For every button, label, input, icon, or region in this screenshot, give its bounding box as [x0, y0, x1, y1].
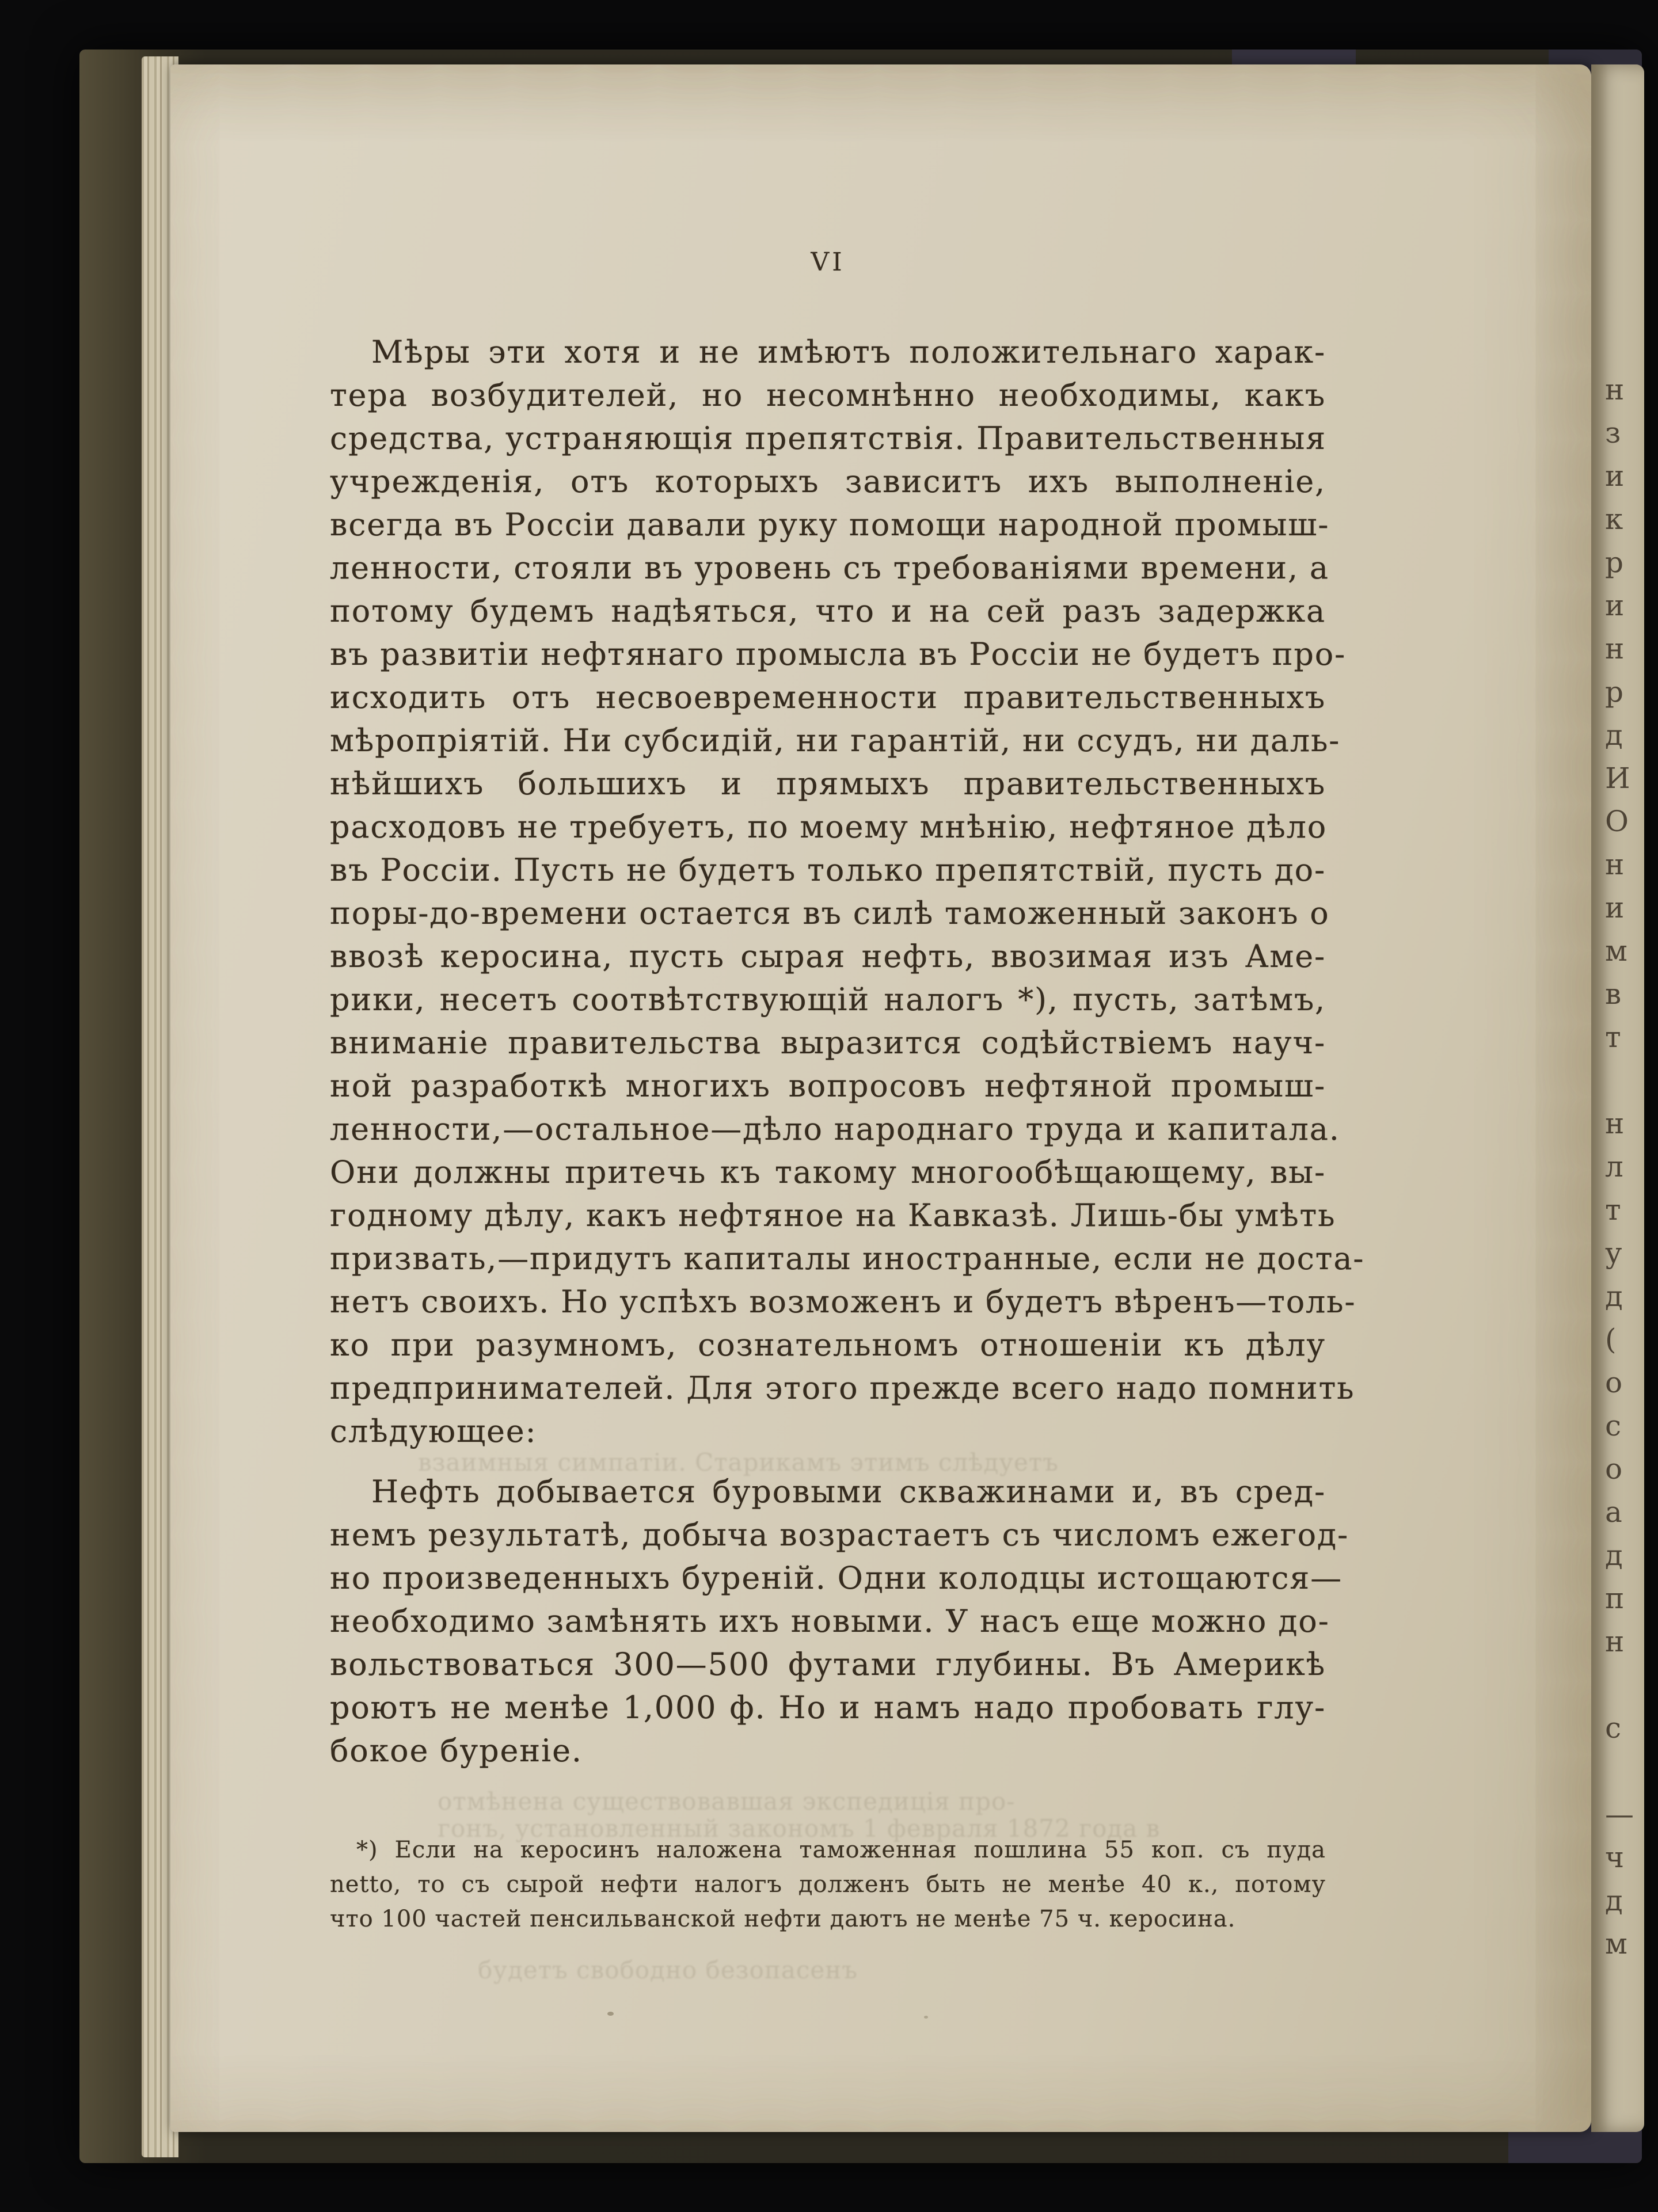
cutoff-letter: в: [1605, 977, 1622, 1011]
cutoff-letter: и: [1605, 589, 1625, 622]
text-line: нетъ своихъ. Но успѣхъ возможенъ и будетъ вѣренъ—толь-: [330, 1284, 1356, 1320]
text-line: тера возбудителей, но несомнѣнно необходимы, какъ: [330, 377, 1326, 413]
text-line: ной разработкѣ многихъ вопросовъ нефтяной промыш-: [330, 1068, 1326, 1104]
cutoff-letter: д: [1605, 1539, 1623, 1572]
cutoff-letter: т: [1605, 1021, 1622, 1054]
paragraph: [330, 330, 1365, 1453]
text-line: рики, несетъ соотвѣтствующій налогъ *), пусть, затѣмъ,: [330, 981, 1326, 1018]
cutoff-letter: к: [1605, 502, 1624, 536]
cutoff-letter: н: [1605, 373, 1625, 406]
text-line: Нефть добывается буровыми скважинами и, въ сред-: [371, 1474, 1326, 1510]
page-number: VI: [811, 248, 845, 277]
cutoff-letter: —: [1605, 1798, 1634, 1831]
paragraph: [330, 1470, 1349, 1772]
text-line: предпринимателей. Для этого прежде всего надо помнить: [330, 1370, 1355, 1406]
cutoff-letter: т: [1605, 1193, 1622, 1227]
text-line: ко при разумномъ, сознательномъ отношеніи къ дѣлу: [330, 1327, 1326, 1363]
next-page-sliver: [1591, 64, 1644, 2132]
cutoff-letter: [1605, 1750, 1642, 1793]
cutoff-letter: н: [1605, 1107, 1625, 1140]
cutoff-letter: (: [1605, 1323, 1617, 1356]
text-line: потому будемъ надѣяться, что и на сей разъ задержка: [330, 593, 1326, 629]
cutoff-letter: [1605, 1059, 1642, 1102]
next-page-cutoff-text: [1605, 368, 1642, 1966]
text-line: мѣропріятій. Ни субсидій, ни гарантій, ни ссудъ, ни даль-: [330, 722, 1341, 759]
cutoff-letter: р: [1605, 546, 1625, 579]
text-line: учрежденія, отъ которыхъ зависитъ ихъ выполненіе,: [330, 463, 1326, 500]
text-line: призвать,—придутъ капиталы иностранные, если не доста-: [330, 1240, 1365, 1277]
cutoff-letter: О: [1605, 805, 1629, 838]
cutoff-letter: [1605, 1663, 1642, 1707]
footnote-line: что 100 частей пенсильванской нефти даютъ не менѣе 75 ч. керосина.: [330, 1906, 1236, 1932]
cutoff-letter: д: [1605, 718, 1623, 752]
cutoff-letter: И: [1605, 762, 1631, 795]
text-line: всегда въ Россіи давали руку помощи народной промыш-: [330, 507, 1330, 543]
text-line: средства, устраняющія препятствія. Правительственныя: [330, 420, 1327, 456]
footnote-line: *) Если на керосинъ наложена таможенная пошлина 55 коп. съ пуда: [356, 1837, 1326, 1863]
text-line: поры-до-времени остается въ силѣ таможенный законъ о: [330, 895, 1330, 931]
cutoff-letter: н: [1605, 1625, 1625, 1658]
cutoff-letter: д: [1605, 1884, 1623, 1917]
text-line: исходить отъ несвоевременности правительственныхъ: [330, 679, 1326, 715]
text-line: въ развитіи нефтянаго промысла въ Россіи не будетъ про-: [330, 636, 1347, 672]
cutoff-letter: д: [1605, 1280, 1623, 1313]
cutoff-letter: м: [1605, 934, 1628, 968]
ink-speck: [924, 2016, 928, 2019]
cutoff-letter: о: [1605, 1452, 1623, 1486]
text-line: въ Россіи. Пусть не будетъ только препятствій, пусть до-: [330, 852, 1326, 888]
book-page: [170, 64, 1591, 2132]
show-through-fragment: взаимныя симпатіи. Старикамъ этимъ слѣдуетъ: [418, 1448, 1059, 1476]
show-through-fragment: отмѣнена существовавшая экспедиція про-: [438, 1787, 1016, 1815]
cutoff-letter: а: [1605, 1495, 1623, 1529]
cutoff-letter: н: [1605, 848, 1625, 881]
cutoff-letter: л: [1605, 1150, 1624, 1183]
text-block: [330, 330, 1365, 1772]
text-line: слѣдующее:: [330, 1413, 537, 1449]
text-line: но произведенныхъ буреній. Одни колодцы истощаются—: [330, 1560, 1343, 1596]
text-line: расходовъ не требуетъ, по моему мнѣнію, нефтяное дѣло: [330, 809, 1328, 845]
text-line: годному дѣлу, какъ нефтяное на Кавказѣ. Лишь-бы умѣть: [330, 1197, 1336, 1233]
show-through-fragment: будетъ свободно безопасенъ: [478, 1956, 858, 1984]
text-line: Мѣры эти хотя и не имѣютъ положительнаго харак-: [371, 334, 1326, 370]
cutoff-letter: у: [1605, 1236, 1623, 1270]
text-line: немъ результатѣ, добыча возрастаетъ съ числомъ ежегод-: [330, 1517, 1349, 1553]
cutoff-letter: с: [1605, 1409, 1622, 1442]
text-line: ленности,—остальное—дѣло народнаго труда и капитала.: [330, 1111, 1340, 1147]
text-line: необходимо замѣнять ихъ новыми. У насъ еще можно до-: [330, 1603, 1330, 1639]
footnote: [330, 1833, 1326, 1936]
text-line: вниманіе правительства выразится содѣйствіемъ науч-: [330, 1025, 1326, 1061]
text-line: ленности, стояли въ уровень съ требованіями времени, а: [330, 550, 1329, 586]
text-line: Они должны притечь къ такому многообѣщающему, вы-: [330, 1154, 1326, 1190]
cutoff-letter: п: [1605, 1582, 1625, 1615]
text-line: вольствоваться 300—500 футами глубины. Въ Америкѣ: [330, 1646, 1326, 1682]
cutoff-letter: с: [1605, 1711, 1622, 1745]
cutoff-letter: и: [1605, 459, 1625, 493]
text-line: нѣйшихъ большихъ и прямыхъ правительственныхъ: [330, 766, 1326, 802]
cutoff-letter: о: [1605, 1366, 1623, 1399]
show-through-fragment: гонъ, установленный закономъ 1 февраля 1872 года в: [438, 1814, 1161, 1842]
cutoff-letter: м: [1605, 1927, 1628, 1960]
text-line: бокое буреніе.: [330, 1733, 583, 1769]
text-line: ввозѣ керосина, пусть сырая нефть, ввозимая изъ Аме-: [330, 938, 1326, 974]
cutoff-letter: ч: [1605, 1841, 1625, 1874]
cutoff-letter: н: [1605, 632, 1625, 665]
ink-speck: [607, 2012, 614, 2016]
cutoff-letter: и: [1605, 891, 1625, 924]
text-line: роютъ не менѣе 1,000 ф. Но и намъ надо пробовать глу-: [330, 1689, 1326, 1726]
footnote-line: netto, то съ сырой нефти налогъ долженъ быть не менѣе 40 к., потому: [330, 1871, 1326, 1898]
cutoff-letter: з: [1605, 416, 1622, 450]
cutoff-letter: р: [1605, 675, 1625, 709]
